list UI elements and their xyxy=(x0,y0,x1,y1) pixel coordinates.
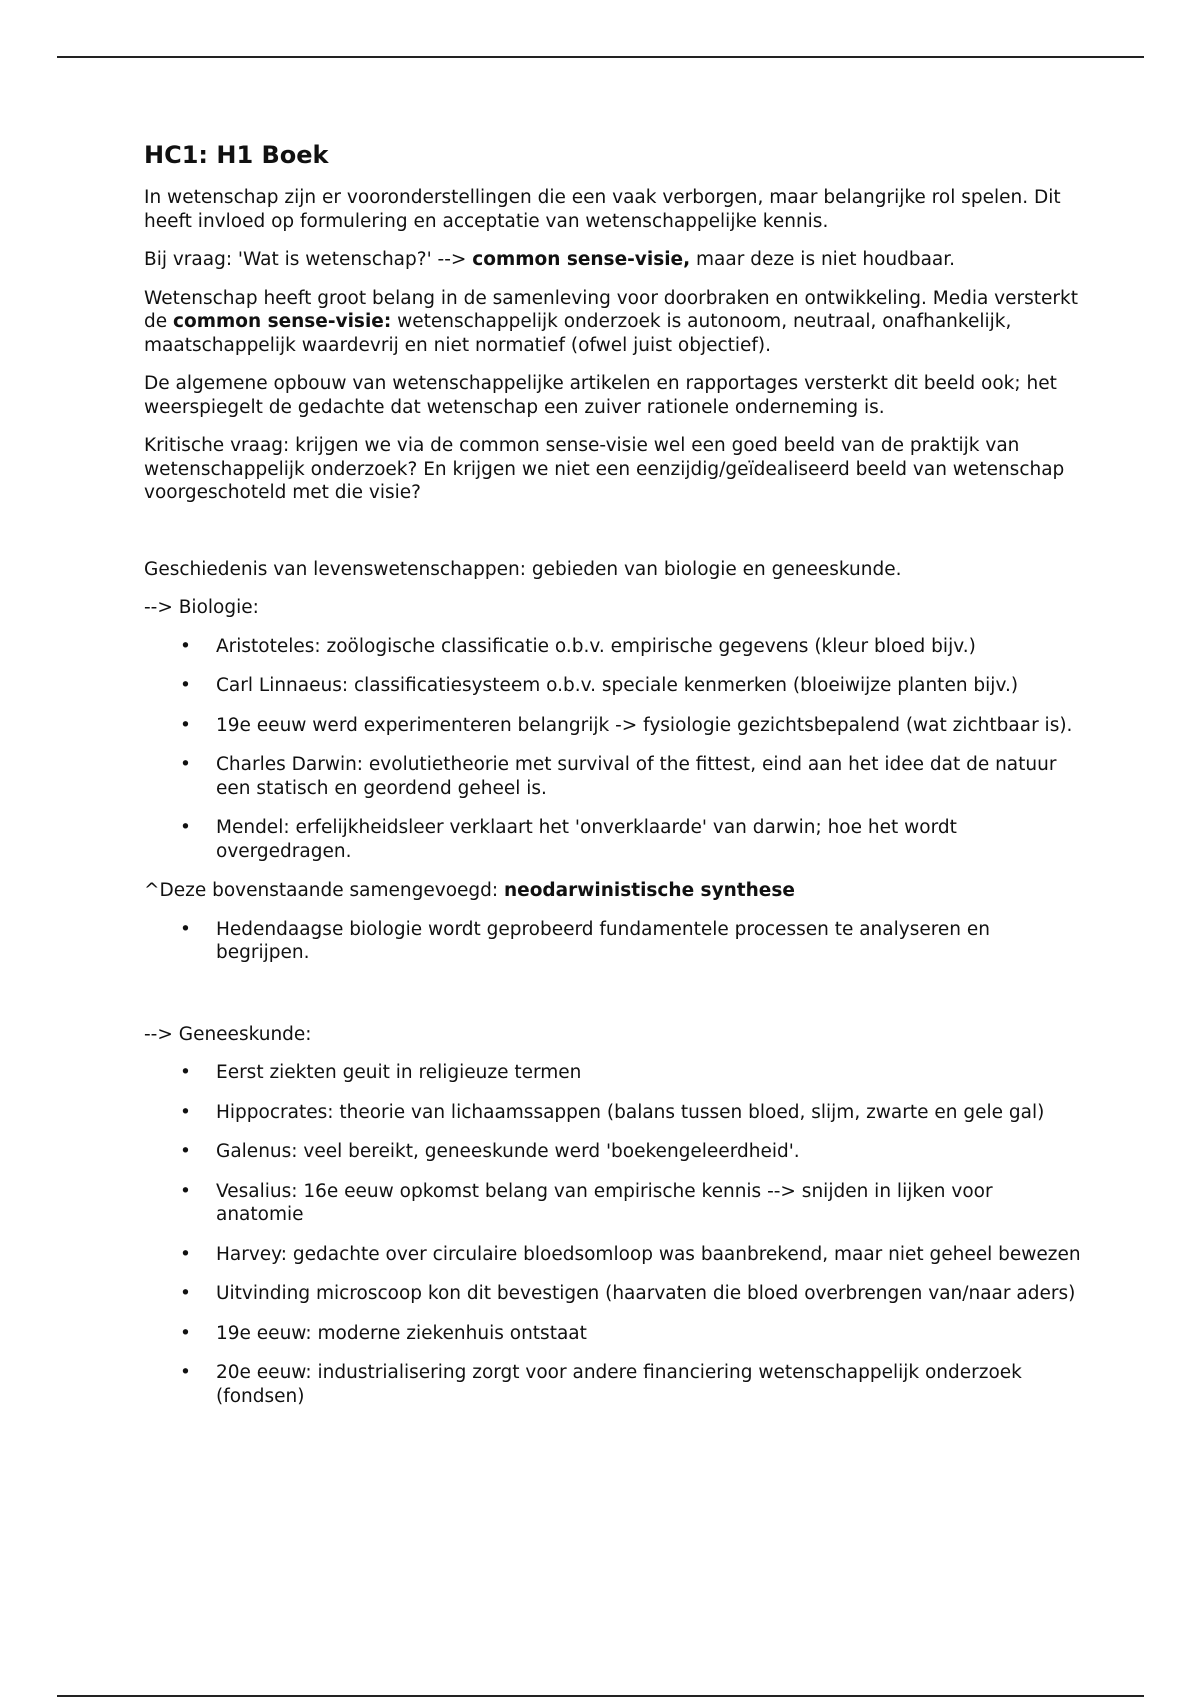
biology-list xyxy=(144,635,1084,864)
text-span: ^Deze bovenstaande samengevoegd: xyxy=(144,880,504,901)
text-span: Wetenschap heeft groot belang in de samenleving voor doorbraken en ontwikkeling. Media versterkt de xyxy=(144,287,1078,332)
history-paragraph: Geschiedenis van levenswetenschappen: gebieden van biologie en geneeskunde. xyxy=(144,558,902,580)
list-item: • Aristoteles: zoölogische classificatie o.b.v. empirische gegevens (kleur bloed bijv.) xyxy=(216,635,1084,659)
medicine-list xyxy=(144,1061,1084,1408)
text-span: maar deze is niet houdbaar. xyxy=(690,249,956,270)
bold-term: neodarwinistische synthese xyxy=(504,880,795,901)
list-item: • 19e eeuw werd experimenteren belangrijk -> fysiologie gezichtsbepalend (wat zichtbaar is). xyxy=(216,714,1084,738)
document-body xyxy=(144,140,1084,1424)
page-title: HC1: H1 Boek xyxy=(144,141,329,169)
text-span: wetenschappelijk onderzoek is autonoom, neutraal, onafhankelijk, maatschappelijk waardevrij en niet normatief (ofwel juist objectief). xyxy=(144,311,1012,356)
list-item: • Vesalius: 16e eeuw opkomst belang van empirische kennis --> snijden in lijken voor anatomie xyxy=(216,1180,1084,1227)
bold-term: common sense-visie: xyxy=(173,311,392,332)
synthesis-line xyxy=(144,879,1084,903)
biology-heading: --> Biologie: xyxy=(144,597,259,618)
bold-term: common sense-visie, xyxy=(472,249,691,270)
list-item: • Hippocrates: theorie van lichaamssappen (balans tussen bloed, slijm, zwarte en gele gal) xyxy=(216,1101,1084,1125)
list-item: • Eerst ziekten geuit in religieuze termen xyxy=(216,1061,1084,1085)
structure-paragraph: De algemene opbouw van wetenschappelijke artikelen en rapportages versterkt dit beeld ook; het weerspiegelt de gedachte dat wetenschap een zuiver rationele onderneming is. xyxy=(144,373,1057,418)
biology-list-2 xyxy=(144,918,1084,965)
list-item: • 19e eeuw: moderne ziekenhuis ontstaat xyxy=(216,1322,1084,1346)
common-sense-paragraph xyxy=(144,248,1084,272)
spacer xyxy=(144,520,1084,558)
list-item: • Uitvinding microscoop kon dit bevestigen (haarvaten die bloed overbrengen van/naar aders) xyxy=(216,1282,1084,1306)
list-item: • Hedendaagse biologie wordt geprobeerd fundamentele processen te analyseren en begrijpen. xyxy=(216,918,1084,965)
intro-paragraph: In wetenschap zijn er vooronderstellingen die een vaak verborgen, maar belangrijke rol spelen. Dit heeft invloed op formulering en acceptatie van wetenschappelijke kennis. xyxy=(144,187,1061,232)
top-rule xyxy=(57,56,1144,58)
list-item: • Galenus: veel bereikt, geneeskunde werd 'boekengeleerdheid'. xyxy=(216,1140,1084,1164)
list-item: • Mendel: erfelijkheidsleer verklaart het 'onverklaarde' van darwin; hoe het wordt overgedragen. xyxy=(216,816,1084,863)
list-item: • 20e eeuw: industrialisering zorgt voor andere financiering wetenschappelijk onderzoek (fondsen) xyxy=(216,1361,1084,1408)
list-item: • Carl Linnaeus: classificatiesysteem o.b.v. speciale kenmerken (bloeiwijze planten bijv.) xyxy=(216,674,1084,698)
medicine-heading: --> Geneeskunde: xyxy=(144,1023,312,1045)
list-item: • Charles Darwin: evolutietheorie met survival of the fittest, eind aan het idee dat de natuur een statisch en geordend geheel is. xyxy=(216,753,1084,800)
spacer xyxy=(144,981,1084,1023)
list-item: • Harvey: gedachte over circulaire bloedsomloop was baanbrekend, maar niet geheel bewezen xyxy=(216,1243,1084,1267)
critical-question-paragraph: Kritische vraag: krijgen we via de common sense-visie wel een goed beeld van de praktijk van wetenschappelijk onderzoek? En krijgen we niet een eenzijdig/geïdealiseerd beeld van wetenschap voorgeschoteld met die visie? xyxy=(144,435,1065,503)
media-paragraph xyxy=(144,287,1084,358)
bottom-rule xyxy=(57,1695,1144,1697)
text-span: Bij vraag: 'Wat is wetenschap?' --> xyxy=(144,249,473,270)
